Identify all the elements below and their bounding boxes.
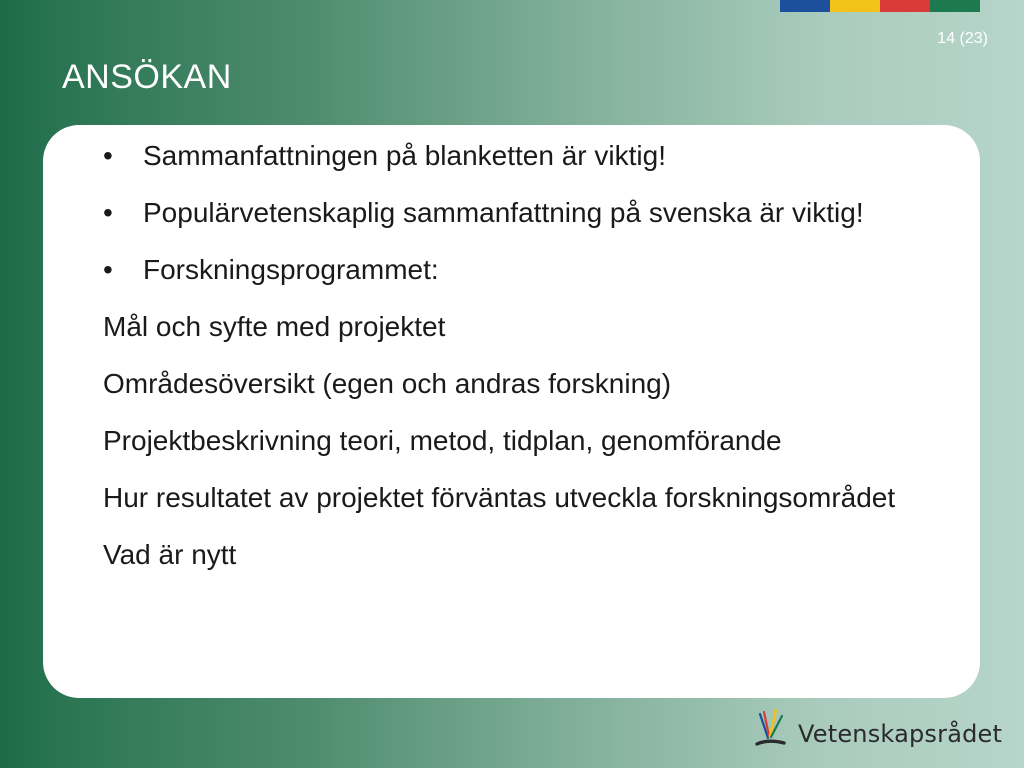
bullet-marker: • (103, 197, 113, 228)
list-item: Projektbeskrivning teori, metod, tidplan, genomförande (103, 425, 782, 456)
list-item: Mål och syfte med projektet (103, 311, 446, 342)
color-stripe-bar (780, 0, 980, 12)
list-item: Områdesöversikt (egen och andras forskning) (103, 368, 672, 399)
bullet-item (103, 251, 940, 288)
list-item: Hur resultatet av projektet förväntas utveckla forskningsområdet (103, 482, 896, 513)
page-number: 14 (23) (937, 30, 988, 47)
logo-wordmark: Vetenskapsrådet (798, 720, 1003, 748)
slide-title: ANSÖKAN (62, 58, 232, 96)
bullet-marker: • (103, 254, 113, 285)
vetenskapsradet-logo-icon (754, 708, 790, 750)
list-item: Vad är nytt (103, 539, 237, 570)
stripe-green (930, 0, 980, 12)
content-panel (43, 125, 980, 698)
vetenskapsradet-logo (754, 708, 1002, 750)
stripe-red (880, 0, 930, 12)
stripe-yellow (830, 0, 880, 12)
bullet-item (103, 137, 940, 174)
bullet-marker: • (103, 140, 113, 171)
bullet-item (103, 194, 940, 231)
stripe-blue (780, 0, 830, 12)
bullet-text: Populärvetenskaplig sammanfattning på svenska är viktig! (143, 197, 864, 228)
bullet-text: Sammanfattningen på blanketten är viktig! (143, 140, 666, 171)
bullet-text: Forskningsprogrammet: (143, 254, 439, 285)
